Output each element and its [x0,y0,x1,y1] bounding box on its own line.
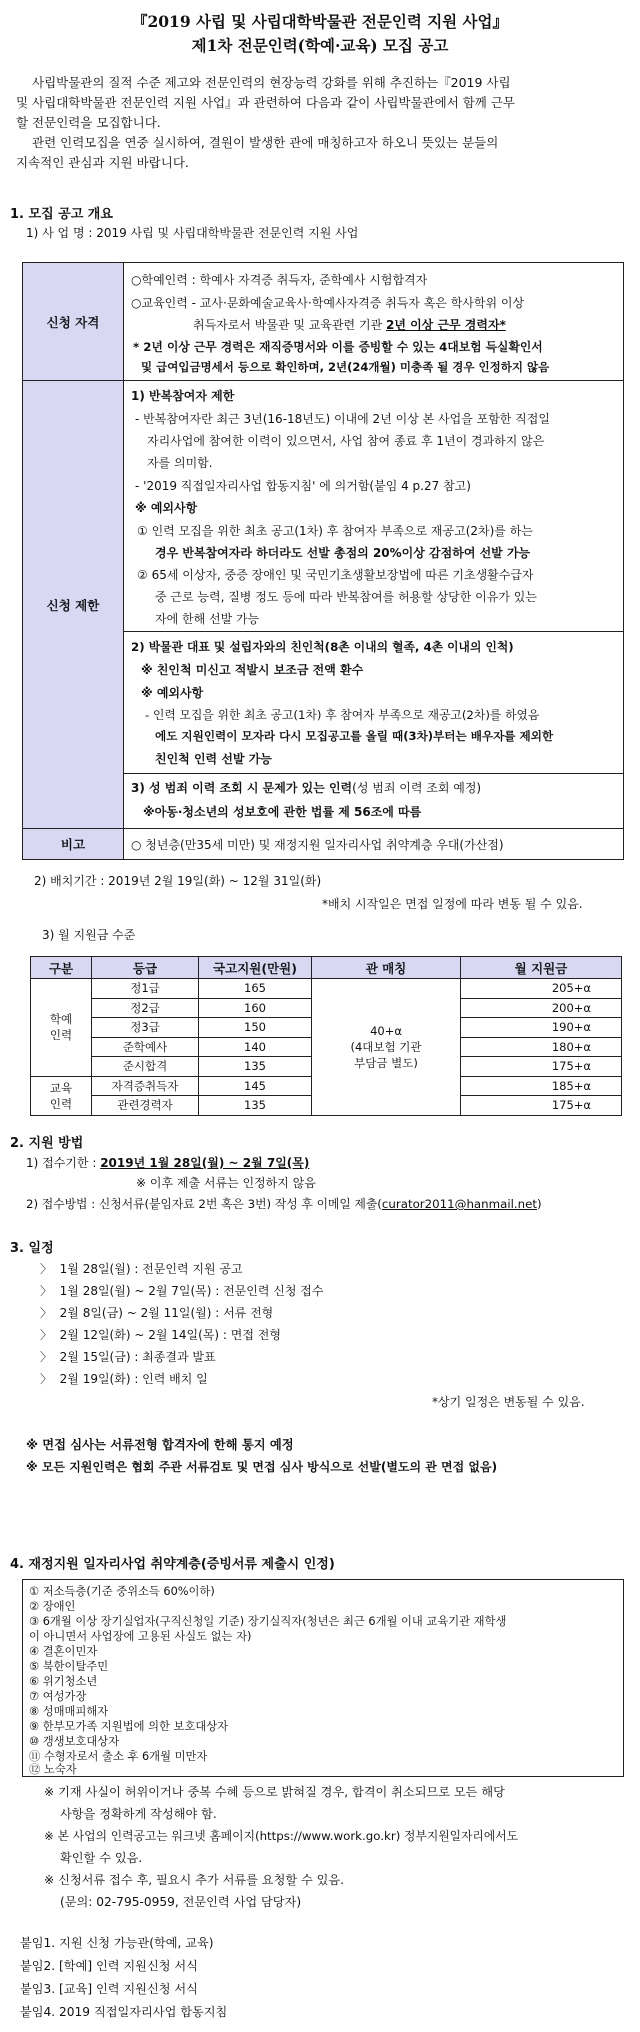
list-item: ⑥ 위기청소년 [29,1675,98,1688]
pay-header-category: 구분 [31,957,92,979]
pay-grade: 정2급 [92,998,199,1018]
pay-header-monthly: 월 지원금 [461,957,622,979]
pay-monthly: 205+α [461,979,622,999]
list-item: ③ 6개월 이상 장기실업자(구직신청일 기준) 장기실직자(청년은 최근 6개월 이내 교육기관 재학생 [29,1615,507,1628]
intro-p1-line3: 할 전문인력을 모집합니다. [16,115,161,130]
list-item: ⑦ 여성가장 [29,1690,87,1703]
pay-monthly: 180+α [461,1037,622,1057]
section4-heading: 4. 재정지원 일자리사업 취약계층(증빙서류 제출시 인정) [10,1557,335,1572]
pay-table [30,956,622,1116]
section4-note2-b: 확인할 수 있음. [60,1851,143,1865]
pay-monthly: 175+α [461,1057,622,1077]
label-qualification: 신청 자격 [23,263,124,380]
attachment-item: 붙임4. 2019 직접일자리사업 합동지침 [20,2005,228,2019]
pay-group-curator: 학예 인력 [31,979,92,1077]
section3-notice2: ※ 모든 지원인력은 협회 주관 서류검토 및 면접 심사 방식으로 선발(별도의 관 면접 없음) [26,1460,498,1474]
pay-group-education: 교육 인력 [31,1076,92,1115]
section3-heading: 3. 일정 [10,1241,54,1256]
pay-matching-line1: 40+α [370,1023,402,1038]
email-link[interactable]: curator2011@hanmail.net [381,1197,538,1211]
label-note: 비고 [23,829,124,859]
pay-grade: 준학예사 [92,1037,199,1057]
list-item: ⑪ 수형자로서 출소 후 6개월 미만자 [29,1750,208,1763]
section4-note1-a: ※ 기재 사실이 허위이거나 중복 수혜 등으로 밝혀질 경우, 합격이 취소되므로 모든 해당 [44,1785,505,1799]
requirements-table [22,262,624,860]
qualification-note-b: 및 급여입금명세서 등으로 확인하며, 2년(24개월) 미충족 될 경우 인정하지 않음 [141,360,550,374]
schedule-item: 〉 2월 12일(화) ~ 2월 14일(목) : 면접 전형 [40,1328,281,1342]
pay-monthly: 200+α [461,998,622,1018]
restriction3-a: ※아동·청소년의 성보호에 관한 법률 제 56조에 따름 [143,805,422,819]
restriction1-b: 자리사업에 참여한 이력이 있으면서, 사업 참여 종료 후 1년이 경과하지 않은 [147,434,545,448]
list-item: ⑨ 한부모가족 지원법에 의한 보호대상자 [29,1720,229,1733]
restriction2-c: 에도 지원인력이 모자라 다시 모집공고를 올릴 때(3차)부터는 배우자를 제외한 [155,729,554,743]
restriction1-exception: ※ 예외사항 [135,501,198,515]
pay-support: 145 [199,1076,312,1096]
schedule-item: 〉 2월 15일(금) : 최종결과 발표 [40,1350,216,1364]
qualification-note-a: * 2년 이상 근무 경력은 재직증명서와 이를 증빙할 수 있는 4대보험 득실확인서 [133,340,543,354]
section4-note3: ※ 신청서류 접수 후, 필요시 추가 서류를 요청할 수 있음. [44,1873,345,1887]
schedule-note: *상기 일정은 변동될 수 있음. [432,1395,585,1409]
pay-header-matching: 관 매칭 [312,957,461,979]
restriction2-a: ※ 친인척 미신고 적발시 보조금 전액 환수 [141,663,364,677]
restriction1-exception2-c: 자에 한해 선발 가능 [155,612,260,626]
list-item: ⑧ 성매매피해자 [29,1705,109,1718]
note-text: ○ 청년층(만35세 미만) 및 재정지원 일자리사업 취약계층 우대(가산점) [131,838,504,852]
pay-grade: 관련경력자 [92,1096,199,1116]
table-row [31,979,622,999]
section1-item2: 2) 배치기간 : 2019년 2월 19일(화) ~ 12월 31일(화) [34,874,322,888]
title-line-1: 『2019 사립 및 사립대학박물관 전문인력 지원 사업』 [131,12,509,31]
label-restriction: 신청 제한 [23,381,124,828]
restriction1-exception2-b: 중 근로 능력, 질병 정도 등에 따라 반복참여를 허용할 상당한 이유가 있는 [155,590,537,604]
pay-support: 150 [199,1018,312,1038]
pay-monthly: 190+α [461,1018,622,1038]
list-item: ⑤ 북한이탈주민 [29,1660,109,1673]
pay-header-support: 국고지원(만원) [199,957,312,979]
pay-monthly: 185+α [461,1076,622,1096]
pay-support: 140 [199,1037,312,1057]
pay-support: 135 [199,1057,312,1077]
list-item: ⑫ 노숙자 [29,1763,77,1776]
restriction1-d: - '2019 직접일자리사업 합동지침' 에 의거함(붙임 4 p.27 참고) [135,479,471,493]
restriction1-exception1-a: ① 인력 모집을 위한 최초 공고(1차) 후 참여자 부족으로 재공고(2차)를 하는 [137,524,533,538]
pay-grade: 자격증취득자 [92,1076,199,1096]
section4-note1-b: 사항을 정확하게 작성해야 함. [60,1807,217,1821]
vulnerable-groups-box [22,1579,624,1777]
section2-item2: 2) 접수방법 : 신청서류(붙임자료 2번 혹은 3번) 작성 후 이메일 제출(curator2011@hanmail.net) [26,1197,542,1211]
qualification-education-b: 취득자로서 박물관 및 교육관련 기관 2년 이상 근무 경력자* [193,318,506,332]
pay-grade: 준시합격 [92,1057,199,1077]
section4-note3-b: (문의: 02-795-0959, 전문인력 사업 담당자) [60,1895,302,1909]
section2-heading: 2. 지원 방법 [10,1136,84,1151]
restriction2-heading: 2) 박물관 대표 및 설립자와의 친인척(8촌 이내의 혈족, 4촌 이내의 인척) [131,640,514,654]
list-item: 이 아니면서 사업장에 고용된 사실도 없는 자) [29,1630,252,1643]
schedule-item: 〉 2월 8일(금) ~ 2월 11일(월) : 서류 전형 [40,1306,274,1320]
pay-header-grade: 등급 [92,957,199,979]
title-line-2: 제1차 전문인력(학예·교육) 모집 공고 [191,36,449,55]
schedule-item: 〉 1월 28일(월) ~ 2월 7일(목) : 전문인력 신청 접수 [40,1284,324,1298]
qualification-curator: ○학예인력 : 학예사 자격증 취득자, 준학예사 시험합격자 [131,273,428,287]
pay-matching [312,979,461,1116]
restriction2-d: 친인척 인력 선발 가능 [155,752,272,766]
restriction1-c: 자를 의미함. [147,456,213,470]
section1-item1: 1) 사 업 명 : 2019 사립 및 사립대학박물관 전문인력 지원 사업 [26,226,359,240]
schedule-item: 〉 1월 28일(월) : 전문인력 지원 공고 [40,1262,243,1276]
pay-monthly: 175+α [461,1096,622,1116]
restriction1-heading: 1) 반복참여자 제한 [131,389,235,403]
intro-p1-line1: 사립박물관의 질적 수준 제고와 전문인력의 현장능력 강화를 위해 추진하는『2019 사립 [32,75,511,90]
schedule-item: 〉 2월 19일(화) : 인력 배치 일 [40,1372,208,1386]
pay-support: 165 [199,979,312,999]
restriction1-exception2-a: ② 65세 이상자, 중증 장애인 및 국민기초생활보장법에 따른 기초생활수급자 [137,568,534,582]
restriction3-heading: 3) 성 범죄 이력 조회 시 문제가 있는 인력(성 범죄 이력 조회 예정) [131,781,482,795]
qualification-education-a: ○교육인력 - 교사·문화예술교육사·학예사자격증 취득자 혹은 학사학위 이상 [131,296,525,310]
pay-matching-line2: (4대보험 기관 [350,1039,422,1054]
section1-item2-note: *배치 시작일은 면접 일정에 따라 변동 될 수 있음. [322,897,583,911]
restriction2-exception: ※ 예외사항 [141,686,204,700]
attachment-item: 붙임2. [학예] 인력 지원신청 서식 [20,1959,198,1973]
attachment-item: 붙임1. 지원 신청 가능관(학예, 교육) [20,1936,214,1950]
intro-p1-line2: 및 사립대학박물관 전문인력 지원 사업』과 관련하여 다음과 같이 사립박물관에서 함께 근무 [16,95,516,110]
pay-grade: 정1급 [92,979,199,999]
attachment-item: 붙임3. [교육] 인력 지원신청 서식 [20,1982,198,1996]
pay-grade: 정3급 [92,1018,199,1038]
list-item: ⑩ 갱생보호대상자 [29,1735,120,1748]
intro-p2-line1: 관련 인력모집을 연중 실시하여, 결원이 발생한 관에 매칭하고자 하오니 뜻있는 분들의 [32,135,499,150]
pay-matching-line3: 부담금 별도) [354,1055,418,1070]
restriction2-b: - 인력 모집을 위한 최초 공고(1차) 후 참여자 부족으로 재공고(2차)를 하였음 [145,708,540,722]
list-item: ② 장애인 [29,1600,76,1613]
pay-support: 160 [199,998,312,1018]
section2-item1-note: ※ 이후 제출 서류는 인정하지 않음 [136,1176,316,1190]
list-item: ④ 결혼이민자 [29,1645,98,1658]
section4-note2-a: ※ 본 사업의 인력공고는 워크넷 홈페이지(https://www.work.go.kr) 정부지원일자리에서도 [44,1829,519,1843]
restriction1-exception1-b: 경우 반복참여자라 하더라도 선발 총점의 20%이상 감점하여 선발 가능 [155,546,531,560]
intro-p2-line2: 지속적인 관심과 지원 바랍니다. [16,155,189,170]
restriction1-a: - 반복참여자란 최근 3년(16-18년도) 이내에 2년 이상 본 사업을 포함한 직접일 [135,412,550,426]
section1-heading: 1. 모집 공고 개요 [10,207,113,222]
section1-item3: 3) 월 지원금 수준 [42,928,136,942]
section3-notice1: ※ 면접 심사는 서류전형 합격자에 한해 통지 예정 [26,1438,294,1452]
list-item: ① 저소득층(기준 중위소득 60%이하) [29,1585,215,1598]
pay-support: 135 [199,1096,312,1116]
section2-item1: 1) 접수기한 : 2019년 1월 28일(월) ~ 2월 7일(목) [26,1156,310,1170]
